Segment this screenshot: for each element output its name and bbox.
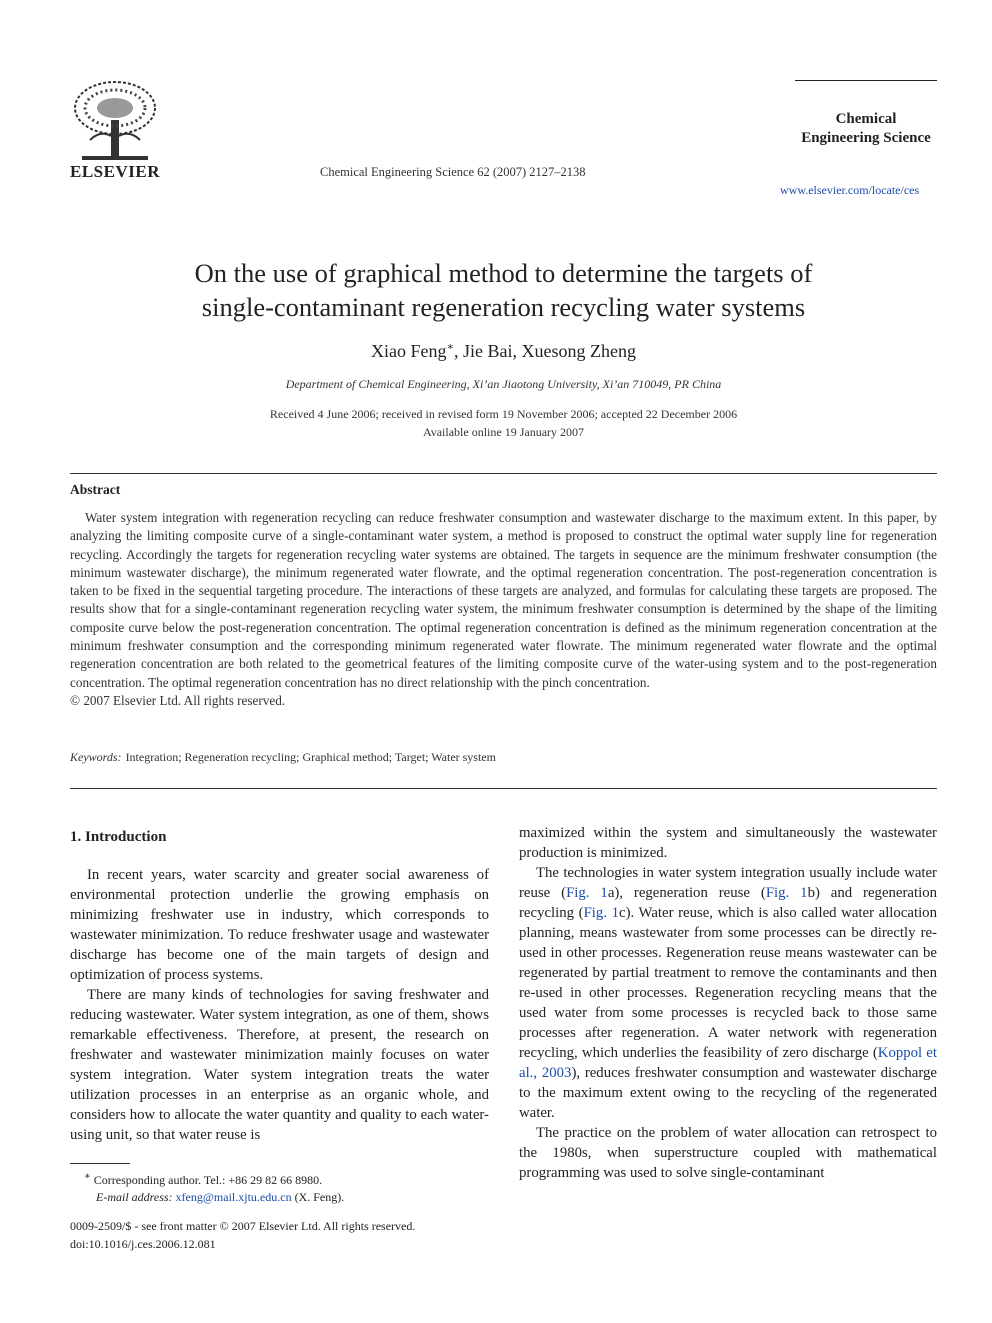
footnote-rule [70,1163,130,1164]
footnote-mark: ∗ [84,1171,91,1182]
email-label: E-mail address: [96,1190,173,1204]
intro-heading: 1. Introduction [70,829,167,845]
journal-reference: Chemical Engineering Science 62 (2007) 2127–2138 [320,165,586,179]
intro-paragraph-2: There are many kinds of technologies for saving freshwater and reducing wastewater. Water system integration, as one of them, shows remarkable effectiveness. Therefore, at present, the research on freshwater and wastewater minimization mainly focuses on water system integration. Water system integration treats the water utilization processes in an enterprise as an organic whole, and considers how to allocate the water quantity and quality to each water-using unit, so that water reuse is [70,987,489,1143]
technologies-paragraph [519,863,937,1123]
fig-1c-link[interactable]: Fig. 1 [583,905,620,921]
email-owner: (X. Feng). [294,1190,345,1204]
received-dates: Received 4 June 2006; received in revised form 19 November 2006; accepted 22 December 2006 [269,407,738,421]
corresponding-text: Corresponding author. Tel.: +86 29 82 66 8980. [93,1173,323,1187]
fig-1a-link[interactable]: Fig. 1 [566,885,608,901]
author-1: Xiao Feng [371,341,447,361]
practice-paragraph: The practice on the problem of water allocation can retrospect to the 1980s, when superstructure coupled with mathematical programming was used to solve single-contaminant [519,1125,937,1181]
elsevier-logo [70,80,160,181]
abstract-text: Water system integration with regeneration recycling can reduce freshwater consumption and wastewater discharge to the maximum extent. In this paper, by analyzing the limiting composite curve of a single-contaminant water system, a method is proposed to construct the optimal water supply line for regeneration recycling. Accordingly the targets for regeneration recycling water systems are obtained. The targets in sequence are the minimum freshwater consumption (the minimum wastewater discharge), the minimum regenerated water flowrate, and the optimal regeneration concentration. The post-regeneration concentration is taken to be fixed in the sequential targeting procedure. The interactions of these targets are analyzed, and formulas for calculating these targets are proposed. The results show that for a single-contaminant regeneration recycling water system, the minimum freshwater consumption is determined by the shape of the limiting composite curve below the post-regeneration concentration. The optimal regeneration concentration is defined as the minimum regeneration concentration at the minimum freshwater consumption and the corresponding minimum regenerated water flowrate. The minimum regenerated water flowrate and the optimal regeneration concentration are both related to the geometrical features of the limiting composite curve of the water-using system and to the post-regeneration concentration. The optimal regeneration concentration has no direct relationship with the pinch concentration. [70,510,937,690]
text-span: The technologies in water system integration usually include water reuse ( [519,865,937,901]
email-link[interactable]: xfeng@mail.xjtu.edu.cn [175,1190,292,1204]
available-online: Available online 19 January 2007 [422,425,585,439]
journal-url-link[interactable]: www.elsevier.com/locate/ces [780,183,920,197]
abstract-top-rule [70,473,937,474]
affiliation: Department of Chemical Engineering, Xi’an Jiaotong University, Xi’an 710049, PR China [285,377,722,391]
abstract-copyright: © 2007 Elsevier Ltd. All rights reserved. [70,692,286,708]
keywords [70,750,937,765]
title-line-1: On the use of graphical method to determine the targets of [194,258,813,288]
fig-1b-link[interactable]: Fig. 1 [765,885,808,901]
keywords-list: Integration; Regeneration recycling; Graphical method; Target; Water system [125,750,496,764]
left-column [70,823,489,1145]
doi-line[interactable]: doi:10.1016/j.ces.2006.12.081 [70,1236,216,1251]
abstract-heading: Abstract [70,482,121,497]
issn-line: 0009-2509/$ - see front matter © 2007 Elsevier Ltd. All rights reserved. [70,1219,416,1233]
front-matter [70,1218,415,1253]
masthead-line-1: Chemical [835,111,897,127]
intro-paragraph-1: In recent years, water scarcity and greater social awareness of environmental protection underlie the growing emphasis on minimizing freshwater use in industry, which corresponds to wastewater minimization. To reduce freshwater usage and wastewater discharge has become one of the main targets of design and optimization of process systems. [70,867,489,983]
article-dates [100,405,907,441]
text-span: a), regeneration reuse ( [607,885,766,901]
text-span: b) and regeneration recycling ( [519,885,937,921]
text-span: c). Water reuse, which is also called water allocation planning, means wastewater from some processes can be directly re-used in other processes. Regeneration reuse means wastewater can be regenerated by partial treatment to remove the contaminants and then re-used in other processes. Regeneration recycling means that the used water from some processes is recycled back to those same processes after regeneration. A water network with regeneration recycling, which underlies the feasibility of zero discharge ( [519,905,937,1061]
corresponding-author-mark[interactable]: ∗ [446,341,454,353]
keywords-label: Keywords: [70,750,122,764]
corresponding-author-note [70,1168,490,1189]
abstract-body [70,509,937,710]
publisher-name: ELSEVIER [70,162,160,181]
article-title [100,256,907,324]
continued-paragraph: maximized within the system and simultaneously the wastewater production is minimized. [519,825,937,861]
elsevier-tree-icon [70,80,160,162]
journal-masthead [795,110,937,148]
footnote [70,1168,490,1206]
abstract-bottom-rule [70,788,937,789]
text-span: ), reduces freshwater consumption and wastewater discharge to the maximum extent owing to the recycling of the regenerated water. [519,1065,937,1121]
right-column [519,823,937,1183]
other-authors: , Jie Bai, Xuesong Zheng [454,341,636,361]
email-note [70,1189,490,1206]
masthead-rule [795,80,937,81]
masthead-line-2: Engineering Science [801,130,931,146]
title-line-2: single-contaminant regeneration recycling water systems [201,292,806,322]
author-list [100,340,907,362]
koppol-citation-link[interactable]: Koppol et al., 2003 [519,1045,937,1081]
